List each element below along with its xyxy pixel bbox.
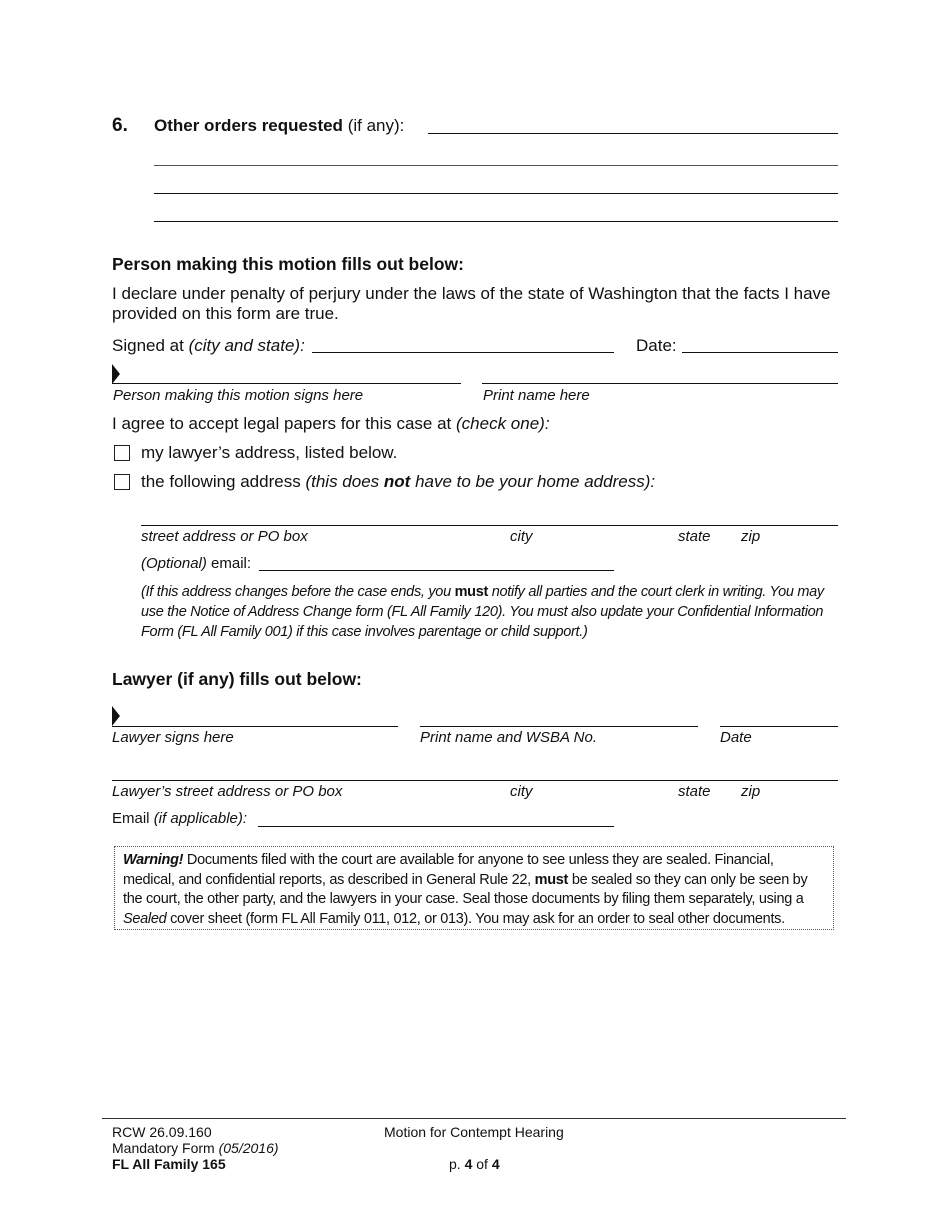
lawyer-date-field[interactable]: [720, 726, 838, 727]
other-orders-line-4[interactable]: [154, 221, 838, 222]
print-name-field[interactable]: [482, 383, 838, 384]
lawyer-email-field[interactable]: [258, 826, 614, 827]
address-street-caption: street address or PO box: [141, 528, 308, 545]
email-field[interactable]: [259, 570, 614, 571]
signature-caption: Person making this motion signs here: [113, 387, 364, 404]
other-orders-line-1[interactable]: [428, 133, 838, 134]
lawyer-street-caption: Lawyer’s street address or PO box: [112, 783, 343, 800]
sign-here-arrow-icon: [112, 364, 120, 384]
address-city-caption: city: [510, 528, 533, 545]
person-heading: Person making this motion fills out below:: [112, 254, 464, 274]
footer-rule: [102, 1118, 846, 1119]
footer-form-id: FL All Family 165: [112, 1156, 226, 1172]
footer-mandatory: Mandatory Form (05/2016): [112, 1140, 279, 1156]
lawyer-print-field[interactable]: [420, 726, 698, 727]
lawyer-sign-caption: Lawyer signs here: [112, 729, 234, 746]
lawyer-state-caption: state: [678, 783, 711, 800]
lawyer-signature-field[interactable]: [112, 726, 398, 727]
agree-text: I agree to accept legal papers for this case at (check one):: [112, 414, 550, 433]
option-following-address: the following address (this does not have to be your home address):: [141, 472, 656, 491]
option-lawyer-address: my lawyer’s address, listed below.: [141, 443, 398, 462]
address-change-notice: (If this address changes before the case ends, you must notify all parties and the court clerk in writing. You may use the Notice of Address Change form (FL All Family 120). You must also update your Confidential Information Form (FL All Family 001) if this case involves parentage or child support.): [141, 584, 824, 640]
other-orders-line-2[interactable]: [154, 165, 838, 166]
footer-rcw: RCW 26.09.160: [112, 1124, 212, 1140]
signed-at-field[interactable]: [312, 352, 614, 353]
section-6-title: Other orders requested (if any):: [154, 116, 405, 135]
lawyer-address-field[interactable]: [112, 780, 838, 781]
footer-page: p. 4 of 4: [449, 1156, 500, 1172]
lawyer-zip-caption: zip: [741, 783, 761, 800]
lawyer-date-caption: Date: [720, 729, 752, 746]
following-address-checkbox[interactable]: [114, 474, 130, 490]
warning-box: Warning! Documents filed with the court are available for anyone to see unless they are sealed. Financial, medical, and confidential reports, as described in General Rule 22, must be sealed so they can only be seen by the court, the other party, and the lawyers in your case. Seal those documents by filing them separately, using a Sealed cover sheet (form FL All Family 011, 012, or 013). You may ask for an order to seal other documents.: [114, 846, 834, 930]
address-state-caption: state: [678, 528, 711, 545]
lawyer-email-label: Email (if applicable):: [112, 810, 248, 827]
signature-field[interactable]: [112, 383, 461, 384]
lawyer-city-caption: city: [510, 783, 533, 800]
lawyer-sign-arrow-icon: [112, 706, 120, 726]
date-field[interactable]: [682, 352, 838, 353]
signed-at-label: Signed at (city and state):: [112, 336, 305, 355]
email-label: (Optional) email:: [141, 555, 252, 572]
lawyer-address-checkbox[interactable]: [114, 445, 130, 461]
print-name-caption: Print name here: [483, 387, 590, 404]
address-field[interactable]: [141, 525, 838, 526]
footer-title: Motion for Contempt Hearing: [384, 1124, 564, 1140]
declaration-text: I declare under penalty of perjury under the laws of the state of Washington that the facts I have provided on this form are true.: [112, 284, 831, 323]
date-label: Date:: [636, 336, 677, 355]
lawyer-heading: Lawyer (if any) fills out below:: [112, 669, 362, 689]
lawyer-print-caption: Print name and WSBA No.: [420, 729, 598, 746]
section-number: 6.: [112, 115, 128, 136]
address-zip-caption: zip: [741, 528, 761, 545]
other-orders-line-3[interactable]: [154, 193, 838, 194]
